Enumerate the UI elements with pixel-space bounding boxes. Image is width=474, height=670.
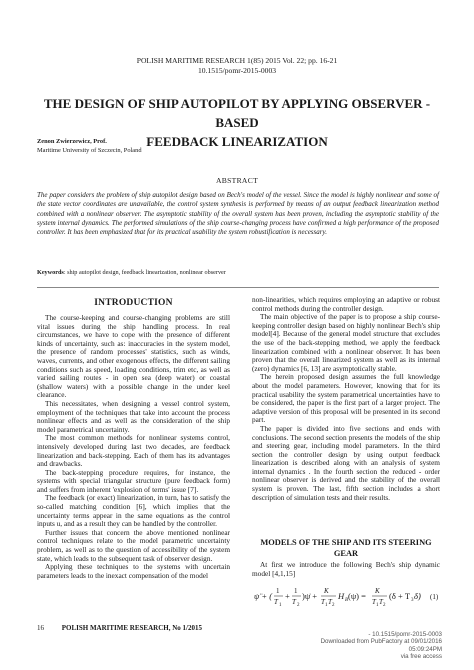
svg-text:T: T [372,598,376,606]
paragraph: The course-keeping and course-changing problems are still vital issues during the ship handling process. In real circumstances, we have to cope with the presence of different kinds of uncertainty, such as: inaccuracies in the system model, the presence of random processes' statistics, such as winds, waves, currents, and other exogenous effects, the different sailing conditions such as speed, loading conditions, trim etc, as well as varied sailing routes - in open sea (deep water) or coastal (shallow waters) with a possible change in the under keel clearance. [37,313,230,400]
svg-text:T: T [328,598,332,606]
download-watermark [292,631,442,660]
svg-text:K: K [375,587,380,595]
svg-text:)ψ̇ +: )ψ̇ + [302,591,318,601]
svg-text:1: 1 [279,603,282,608]
svg-text:1: 1 [294,587,298,595]
svg-text:(ψ) =: (ψ) = [348,591,366,601]
watermark-download: Downloaded from PubFactory at 09/01/2016 05:09:24PM [320,638,442,653]
svg-text:ψ̈ + (: ψ̈ + ( [254,591,273,601]
svg-text:1: 1 [325,603,328,608]
paragraph: non-linearities, which requires employing an adaptive or robust control methods during the controller design. [252,295,440,313]
svg-text:3: 3 [411,598,414,603]
svg-text:2: 2 [332,603,335,608]
svg-text:K: K [324,587,329,595]
author-name: Zenon Zwierzewicz, Prof. [37,138,107,145]
abstract-heading: ABSTRACT [215,176,259,185]
svg-text:T: T [292,598,296,606]
svg-text:2: 2 [383,603,386,608]
keywords [37,269,439,276]
svg-text:(δ + T: (δ + T [389,591,411,601]
svg-text:H: H [338,591,345,601]
journal-citation: POLISH MARITIME RESEARCH 1(85) 2015 Vol. 22; pp. 16-21 [136,56,338,65]
svg-text:B: B [345,598,349,603]
svg-text:T: T [321,598,325,606]
section-divider [37,287,439,288]
right-column [252,296,440,502]
section-2-heading: MODELS OF THE SHIP AND ITS STEERING GEAR [260,538,432,558]
equation-graphic [252,584,440,608]
keywords-label: Keywords [37,269,64,276]
author-block [37,138,142,155]
watermark-doi: - 10.1515/pomr-2015-0003 [368,631,442,638]
svg-text:T: T [379,598,383,606]
paragraph: The back-stepping procedure requires, for instance, the systems with special triangular structure (pure feedback form) and suffers from inherent 'explosion of terms' issue [7]. [37,467,230,494]
equation-1 [252,584,440,608]
svg-text:T: T [274,598,278,606]
svg-text:δ̇): δ̇) [414,591,421,601]
equation-number: (1) [430,593,439,601]
paragraph: Applying these techniques to the systems with uncertain parameters leads to the inexact compensation of the model [37,562,230,580]
svg-text:1: 1 [276,587,280,595]
paragraph: The paper is divided into five sections and ends with conclusions. The second section presents the models of the ship and steering gear, including model parameters. In the third section the controller design by using output feedback linearization is described along with an analysis of system internal dynamics . In the fourth section the reduced - order nonlinear observer is derived and the stability of the overall system is proven. The last, fifth section includes a short description of simulation tests and their results. [252,423,440,502]
watermark-access: via free access [400,652,442,660]
paragraph: The herein proposed design assumes the full knowledge about the model parameters. However, knowing that for its practical usability the system parametrical uncertainties have to be considered, the paper is the first part of a larger project. The adaptive version of this proposal will be presented in its second part. [252,372,440,425]
section-2-text [252,561,440,578]
paragraph: Further issues that concern the above mentioned nonlinear control techniques relate to the model parametric uncertainty problem, as well as to the question of accessibility of the system state, which leads to the subsequent task of observer design. [37,527,230,563]
svg-text:2: 2 [297,603,300,608]
page-number: 16 [37,624,44,632]
svg-text:+: + [285,591,290,601]
introduction-heading: INTRODUCTION [94,298,173,308]
keywords-text: : ship autopilot design, feedback linearization, nonlinear observer [63,269,226,276]
page-footer [37,624,202,632]
paragraph: The feedback (or exact) linearization, in turn, has to satisfy the so-called matching condition [6], which implies that the uncertainty terms appear in the same equations as the control inputs u, and as a result they can be handled by the controller. [37,493,230,529]
author-affiliation: Maritime University of Szczecin, Poland [37,146,142,154]
svg-text:1: 1 [376,603,379,608]
paragraph: The main objective of the paper is to propose a ship course-keeping controller design based on highly nonlinear Bech's ship model[4]. Because of the general model structure that excludes the use of the back-stepping method, we apply the feedback linearization combined with a nonlinear observer. It has been proven that the overall linearized system as well as its internal (zero) dynamics [6, 13] are asymptotically stable. [252,312,440,373]
journal-header [0,56,474,76]
abstract-text: The paper considers the problem of ship autopilot design based on Bech's model of the vessel. Since the model is highly nonlinear and some of the state vector coordinates are unavailable, the control system synthesis is performed by means of an output feedback linearization method combined with a nonlinear observer. The asymptotic stability of the overall system has been proven, including the asymptotic stability of the system internal dynamics. The performed simulations of the ship course-changing process have confirmed a high performance of the proposed controller. It has been emphasized that for its practical usability the system robustification is necessary. [37,191,439,237]
title-line-1: THE DESIGN OF SHIP AUTOPILOT BY APPLYING OBSERVER - BASED [43,96,431,130]
paragraph: The most common methods for nonlinear systems control, intensively developed during last two decades, are feedback linearization and back-stepping. Each of them has its advantages and drawbacks. [37,433,230,469]
title-line-2: FEEDBACK LINEARIZATION [146,134,328,149]
paragraph: At first we introduce the following Bech's ship dynamic model [4,1,15] [252,560,440,578]
doi: 10.1515/pomr-2015-0003 [197,66,277,75]
footer-journal: POLISH MARITIME RESEARCH, No 1/2015 [61,624,202,632]
left-column [37,314,230,580]
paragraph: This necessitates, when designing a vessel control system, employment of the techniques that take into account the process nonlinear effects and as well as the consideration of the ship model parametrical uncertainty. [37,398,230,434]
